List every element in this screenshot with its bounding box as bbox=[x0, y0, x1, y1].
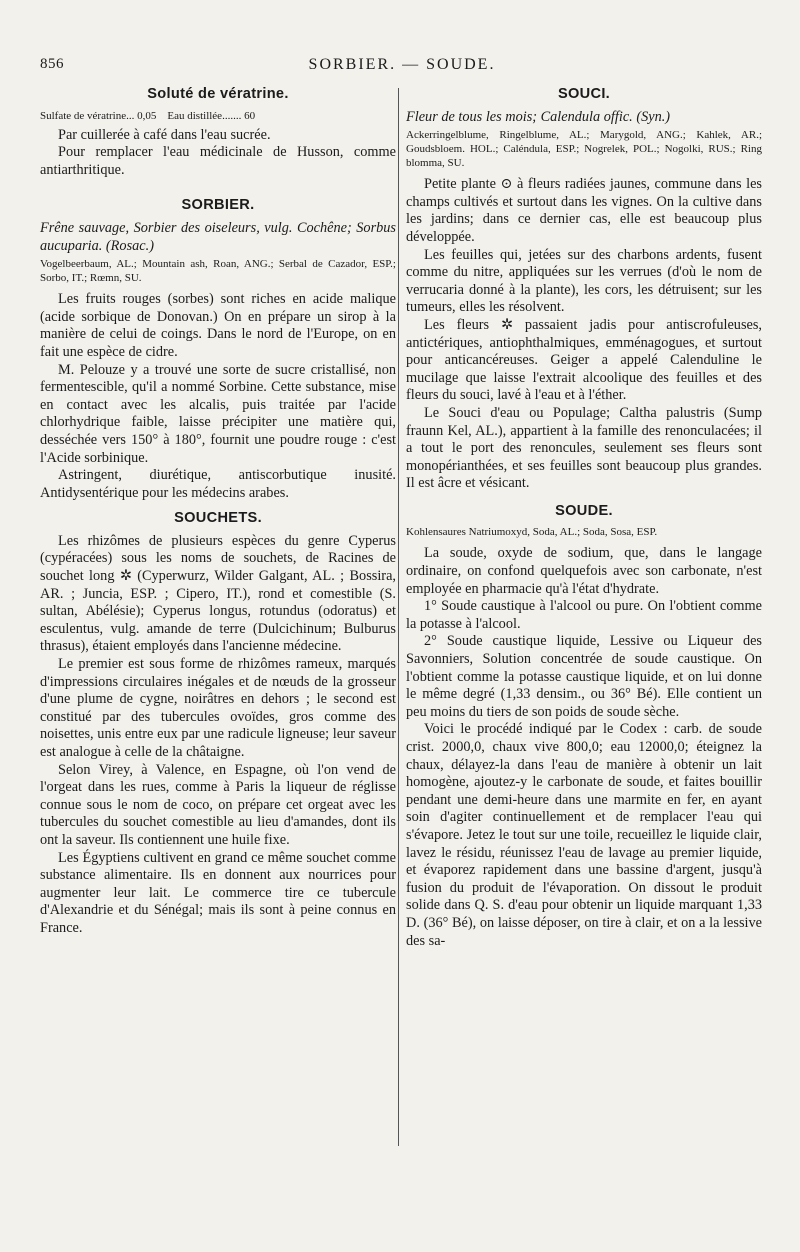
prescription-line bbox=[40, 109, 396, 123]
section-title-soude: SOUDE. bbox=[555, 502, 613, 519]
foreign-names: Vogelbeerbaum, AL.; Mountain ash, Roan, ANG.; Serbal de Cazador, ESP.; Sorbo, IT.; Rœmn, SU. bbox=[40, 258, 396, 285]
paragraph: Par cuillerée à café dans l'eau sucrée. bbox=[58, 126, 271, 143]
paragraph: 1° Soude caustique à l'alcool ou pure. On l'obtient comme la potasse à l'alcool. bbox=[406, 598, 762, 632]
section-title-souchets: SOUCHETS. bbox=[174, 510, 262, 527]
left-column bbox=[40, 86, 396, 938]
paragraph: Astringent, diurétique, antiscorbutique inusité. Antidysentérique pour les médecins arabes. bbox=[40, 467, 396, 501]
paragraph: Le premier est sous forme de rhizômes rameux, marqués d'impressions circulaires inégales et de nœuds de la grosseur d'une plume de cygne, noirâtres en dehors ; le second est constitué par des tubercules ovoïdes, gros comme des noisettes, unis entre eux par une radicule ligneuse; leur saveur est analogue à celle de la châtaigne. bbox=[40, 656, 396, 760]
page-number: 856 bbox=[40, 56, 64, 72]
paragraph: Les Égyptiens cultivent en grand ce même souchet comme substance alimentaire. Ils en donnent aux nourrices pour augmenter leur lait. Le commerce tire ce tubercule d'Alexandrie et du Sénégal; mais ils sont à peine connus en France. bbox=[40, 849, 396, 936]
section-title-souci: SOUCI. bbox=[557, 86, 611, 102]
foreign-names: Ackerringelblume, Ringelblume, AL.; Marygold, ANG.; Kahlek, AR.; Goudsbloem. HOL.; Caléndula, ESP.; Nogrelek, POL.; Nogolki, RUS.; Ring blomma, SU. bbox=[406, 129, 762, 170]
running-title: SORBIER. — SOUDE. bbox=[308, 56, 496, 73]
rx-vehicle: Eau distillée....... bbox=[167, 109, 242, 122]
paragraph: La soude, oxyde de sodium, que, dans le langage ordinaire, on confond quelquefois avec son carbonate, n'est employée en pharmacie qu'à l'état d'hydrate. bbox=[406, 545, 762, 597]
foreign-names: Kohlensaures Natriumoxyd, Soda, AL.; Soda, Sosa, ESP. bbox=[406, 526, 658, 539]
paragraph: M. Pelouze y a trouvé une sorte de sucre cristallisé, non fermentescible, qu'il a nommé Sorbine. Cette substance, mise en contact avec les alcalis, puis traitée par l'acide chlorhydrique faible, laisse précipiter une matière qui, desséchée vers 150° à 180°, fournit une poudre rouge : c'est l'Acide sorbinique. bbox=[40, 361, 396, 466]
running-head bbox=[40, 56, 764, 82]
right-column bbox=[406, 86, 762, 950]
rx-ingredient: Sulfate de vératrine... bbox=[40, 109, 135, 122]
paragraph: Voici le procédé indiqué par le Codex : carb. de soude crist. 2000,0, chaux vive 800,0; eau 12000,0; éteignez la chaux, délayez-la dans l'eau de manière à obtenir un lait homogène, ajoutez-y le carbonate de soude, et faites bouillir pendant une demi-heure dans une marmite en fer, en ayant soin d'agiter continuellement et de remplacer l'eau qui s'évapore. Jetez le tout sur une toile, recueillez le liquide clair, lavez le résidu, réunissez l'eau de lavage au premier liquide, et évaporez rapidement dans une bassine d'argent, jusqu'à fusion du produit de l'évaporation. On dissout le produit solide dans Q. S. d'eau pour obtenir un liquide marquant 1,33 D. (36° Bé), on laisse déposer, on tire à clair, et on a la lessive des sa- bbox=[406, 721, 762, 949]
paragraph: Pour remplacer l'eau médicinale de Husson, comme antiarthritique. bbox=[40, 144, 396, 178]
section-title-solute: Soluté de vératrine. bbox=[147, 86, 289, 102]
paragraph: Les rhizômes de plusieurs espèces du genre Cyperus (cypéracées) sous les noms de souchets, de Racines de souchet long ✲ (Cyperwurz, Wilder Galgant, AL. ; Bossira, AR. ; Juncia, ESP. ; Cipero, IT.), rond et comestible (S. sultan, Abélésie); Cyperus longus, rotundus (odoratus) et esculentus, vulg. amande de terre (Dulcichinum; Bulburus thrasus), étaient employés dans l'ancienne médecine. bbox=[40, 532, 396, 655]
paragraph: Selon Virey, à Valence, en Espagne, où l'on vend de l'orgeat dans les rues, comme à Paris la liqueur de réglisse connue sous le nom de coco, on prépare cet orgeat avec les tubercules du souchet comestible au lieu d'amandes, dont ils ont la saveur. Ils contiennent une huile fixe. bbox=[40, 761, 396, 848]
section-title-sorbier: SORBIER. bbox=[181, 197, 255, 214]
paragraph: 2° Soude caustique liquide, Lessive ou Liqueur des Savonniers, Solution concentrée de soude caustique. On l'obtient comme la potasse caustique liquide, et on lui donne le même degré (1,33 densim., ou 36° Bé). Elle contient un peu moins du tiers de son poids de soude sèche. bbox=[406, 633, 762, 720]
paragraph: Les fruits rouges (sorbes) sont riches en acide malique (acide sorbique de Donovan.) On en prépare un sirop à la manière de celui de coings. Dans le nord de l'Europe, on en fait une espèce de cidre. bbox=[40, 291, 396, 360]
rx-quantity: 60 bbox=[244, 109, 256, 122]
paragraph: Petite plante ⊙ à fleurs radiées jaunes, commune dans les champs cultivés et surtout dans les vignes. On la cultive dans les jardins; dans ce dernier cas, elle est beaucoup plus développée. bbox=[406, 176, 762, 245]
synonyms: Frêne sauvage, Sorbier des oiseleurs, vulg. Cochêne; Sorbus aucuparia. (Rosac.) bbox=[40, 219, 396, 254]
paragraph: Les feuilles qui, jetées sur des charbons ardents, fusent comme du nitre, appliquées sur les verrues (d'où le nom de verrucaria donné à la plante), les cors, les détruisent; sur les tumeurs, elles les résolvent. bbox=[406, 246, 762, 316]
paragraph: Les fleurs ✲ passaient jadis pour antiscrofuleuses, antictériques, antiophthalmiques, emménagogues, et surtout pour anticancéreuses. Geiger a appelé Calenduline le mucilage que laisse l'extrait alcoolique des feuilles et des fleurs du souci, lavé à l'eau et à l'éther. bbox=[406, 316, 762, 404]
column-divider bbox=[398, 88, 399, 1146]
synonyms: Fleur de tous les mois; Calendula offic. (Syn.) bbox=[406, 108, 671, 125]
rx-quantity: 0,05 bbox=[137, 109, 157, 122]
paragraph: Le Souci d'eau ou Populage; Caltha palustris (Sump fraunn Kel, AL.), appartient à la famille des renonculacées; il a tout le port des renoncules, seulement ses fleurs sont monopérianthées, et ses feuilles sont beaucoup plus grandes. Il est âcre et vésicant. bbox=[406, 404, 762, 492]
